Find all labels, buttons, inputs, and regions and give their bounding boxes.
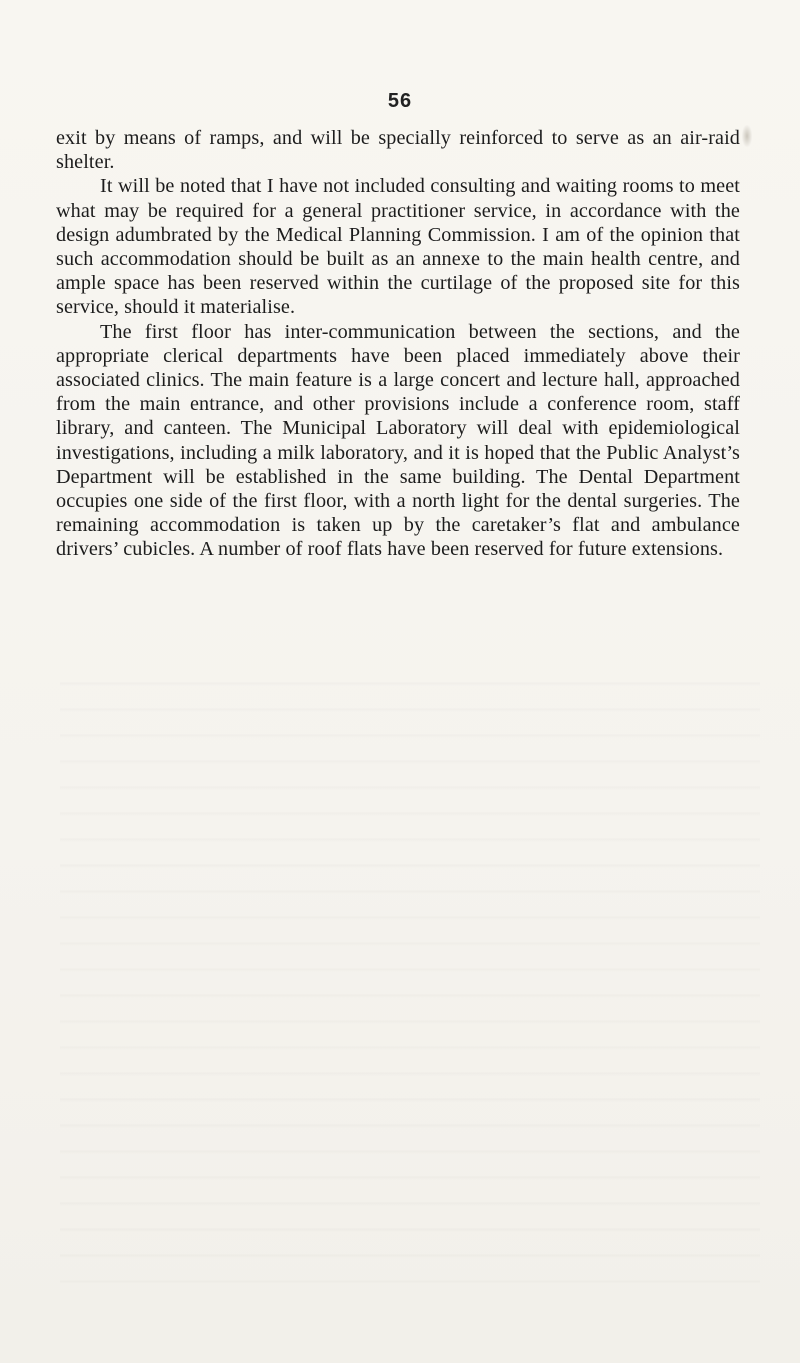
paragraph-first-floor: The first floor has inter-communication between the sections, and the appropriate clerical departments have been placed immediately above their associated clinics. The main feature is a large concert and lecture hall, approached from the main entrance, and other provisions include a conference room, staff library, and canteen. The Municipal Laboratory will deal with epidemiological investigations, including a milk laboratory, and it is hoped that the Public Analyst’s Department will be established in the same building. The Dental Department occupies one side of the first floor, with a north light for the dental surgeries. The remaining accommodation is taken up by the caretaker’s flat and ambulance drivers’ cubicles. A number of roof flats have been reserved for future extensions. (56, 320, 740, 561)
body-text (56, 126, 740, 562)
page-number: 56 (387, 90, 413, 112)
show-through-texture (60, 660, 760, 1300)
page-smudge (742, 125, 752, 147)
paragraph-continuation: exit by means of ramps, and will be specially reinforced to serve as an air-raid shelter. (56, 127, 740, 174)
paragraph-consulting-rooms: It will be noted that I have not included consulting and waiting rooms to meet what may be required for a general practitioner service, in accordance with the design adumbrated by the Medical Planning Commission. I am of the opinion that such accommodation should be built as an annexe to the main health centre, and ample space has been reserved within the curtilage of the proposed site for this service, should it materialise. (56, 175, 740, 319)
